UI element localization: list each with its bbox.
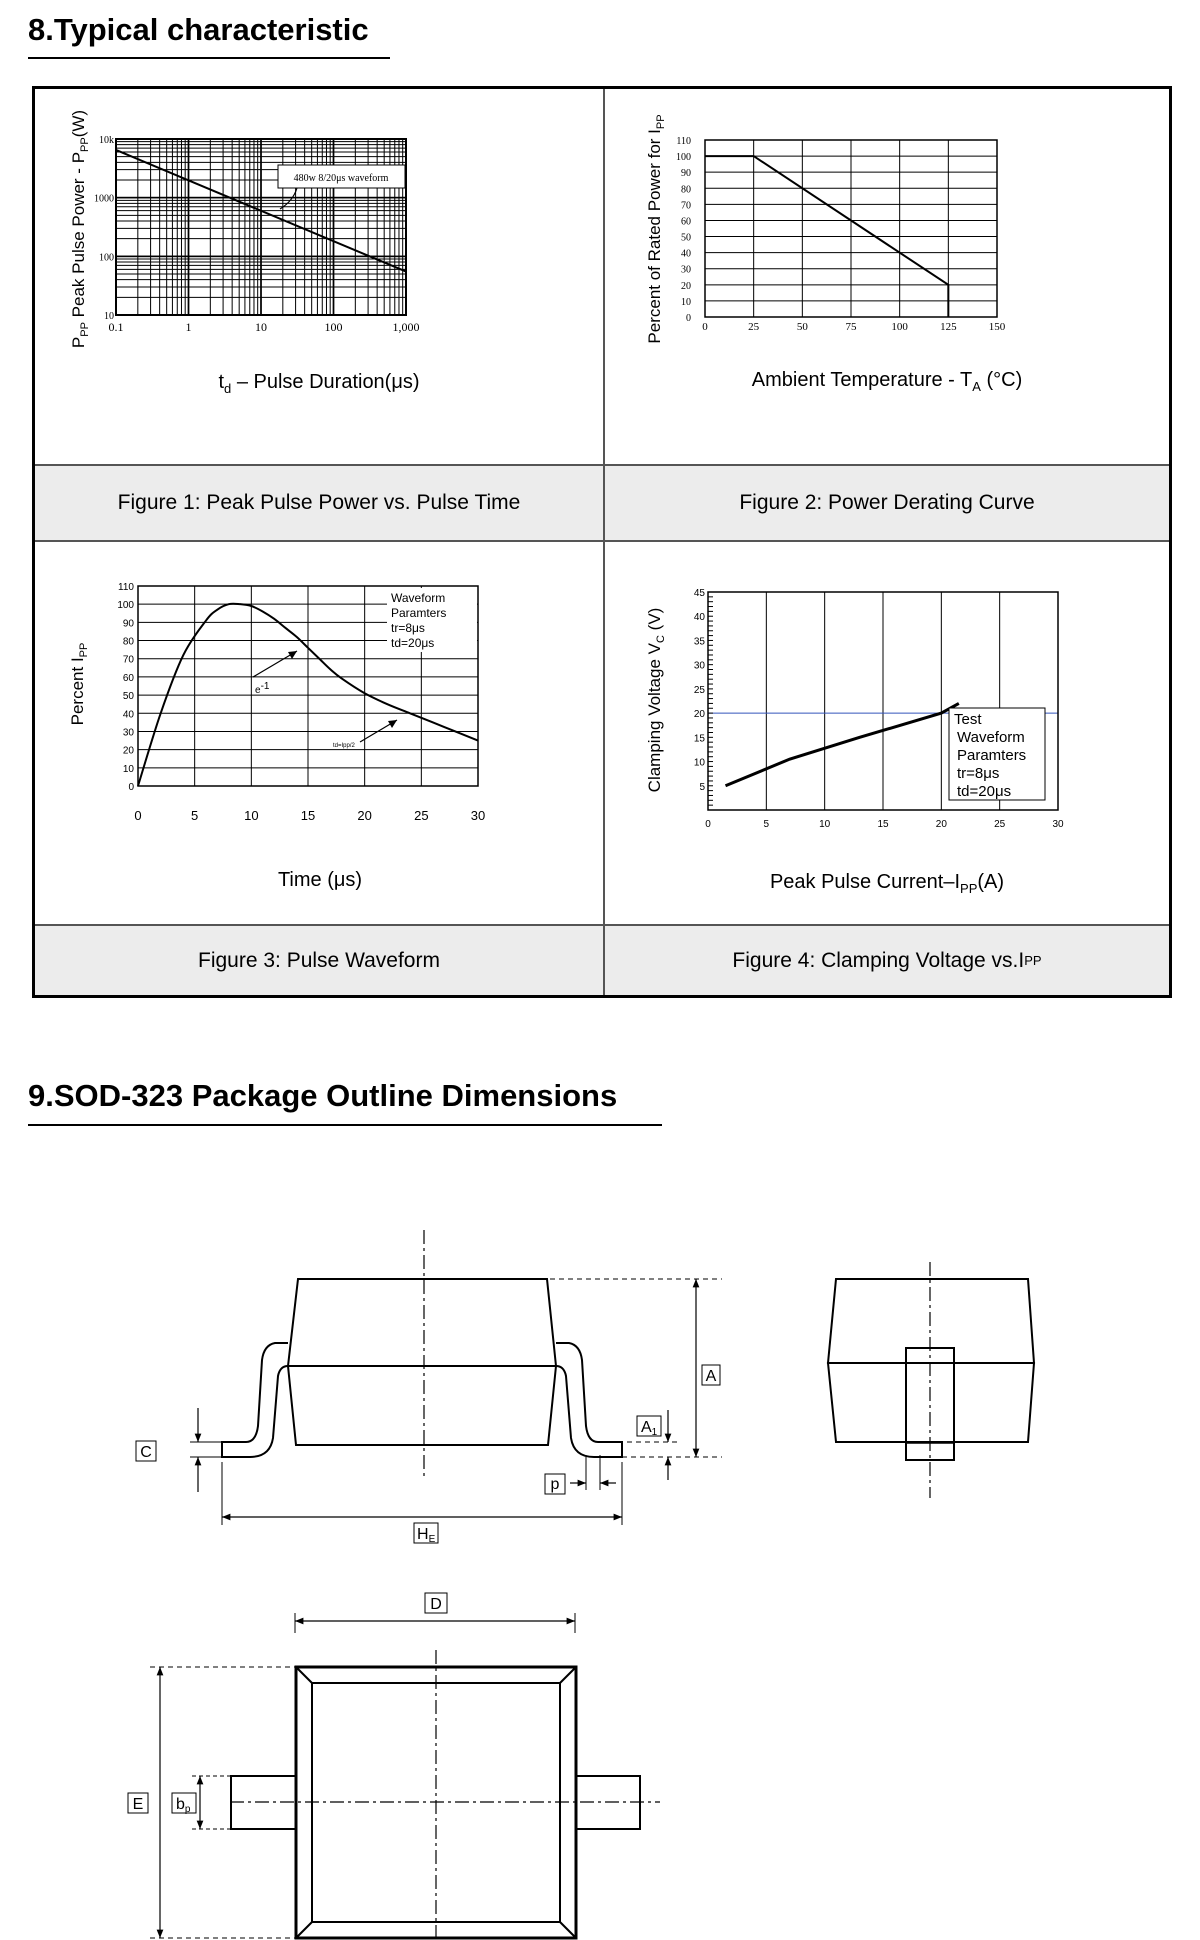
figure-3-y-tick: 40 <box>122 709 134 721</box>
figure-3-annotation-line: Waveform <box>391 591 446 605</box>
figure-4-caption-main: Figure 4: Clamping Voltage vs.I <box>732 948 1025 972</box>
figure-2-y-tick: 40 <box>681 248 691 260</box>
figure-4-y-tick: 5 <box>699 781 705 793</box>
figure-2-grid <box>705 140 997 317</box>
figure-1-x-tick: 10 <box>255 320 267 334</box>
end-view <box>828 1279 1034 1460</box>
figure-3-chart <box>35 542 603 924</box>
figure-4-annotation-line: Waveform <box>957 729 1025 746</box>
figure-4-y-tick: 20 <box>693 709 705 721</box>
figure-2-y-tick: 20 <box>681 280 691 292</box>
figure-2-x-tick: 75 <box>845 321 857 333</box>
figure-3-panel <box>35 540 603 924</box>
figure-2-y-tick: 60 <box>681 216 691 228</box>
figure-2-caption: Figure 2: Power Derating Curve <box>605 464 1169 540</box>
figure-3-x-tick: 30 <box>470 808 486 823</box>
figure-4-y-tick: 25 <box>693 684 705 696</box>
figure-3-y-label: Percent $I_{PP}$ <box>68 642 90 726</box>
figure-3-x-label: Time (μs) <box>277 869 363 891</box>
figure-4-y-tick: 15 <box>693 733 705 745</box>
figure-2-panel <box>605 89 1169 464</box>
figure-4-caption <box>605 924 1169 995</box>
side-view-left-lead <box>222 1343 288 1457</box>
figure-1-x-label: $t_d$ – Pulse Duration(μs) <box>218 371 420 396</box>
figure-3-y-tick: 20 <box>122 745 134 757</box>
figure-2-x-tick: 25 <box>748 321 760 333</box>
figure-4-y-tick: 35 <box>693 636 705 648</box>
figure-2-y-tick: 110 <box>676 136 691 147</box>
figure-2-y-tick: 100 <box>676 152 691 164</box>
figure-1-y-tick: 10k <box>99 135 114 146</box>
side-view-body-top <box>288 1279 556 1366</box>
figure-3-td-label: td=Ipp/2 <box>333 743 355 749</box>
figure-3-y-tick: 100 <box>117 600 134 612</box>
figure-2-y-tick: 90 <box>681 168 691 180</box>
section-8-title: 8.Typical characteristic <box>28 12 369 47</box>
figure-1-y-tick: 1000 <box>94 193 114 205</box>
end-view-top <box>828 1279 1034 1363</box>
dim-A1-label: A1 <box>641 1419 658 1438</box>
figure-3-y-tick: 110 <box>118 582 134 593</box>
dim-p-label: p <box>550 1476 560 1493</box>
figure-2-x-tick: 100 <box>891 321 908 333</box>
figures-grid <box>32 86 1172 998</box>
dim-D-label: D <box>430 1596 442 1613</box>
dim-A-label: A <box>705 1368 717 1385</box>
figure-1-panel <box>35 89 603 464</box>
end-view-bottom <box>828 1363 1034 1442</box>
figure-3-annotation-line: Paramters <box>391 606 447 620</box>
figure-3-e-label: e-1 <box>255 681 270 696</box>
figure-2-x-label: Ambient Temperature - $T_A$ (°C) <box>751 369 1023 394</box>
figure-4-x-tick: 5 <box>763 819 770 830</box>
figure-2-chart <box>605 89 1169 464</box>
figure-2-y-label: Percent of Rated Power for $I_{PP}$ <box>645 114 667 344</box>
figure-4-y-tick: 40 <box>693 612 705 624</box>
figure-4-x-tick: 25 <box>994 819 1006 830</box>
figure-3-y-tick: 80 <box>122 636 134 648</box>
figure-2-y-tick: 30 <box>681 264 691 276</box>
figure-3-y-tick: 0 <box>128 782 134 793</box>
figure-2-x-tick: 0 <box>702 321 708 333</box>
figure-2-x-tick: 50 <box>796 321 808 333</box>
figure-4-x-tick: 20 <box>935 819 947 830</box>
figure-1-y-tick: 10 <box>104 311 114 322</box>
figure-3-y-tick: 90 <box>122 618 134 630</box>
dim-E-label: E <box>132 1796 144 1813</box>
dim-C-label: C <box>140 1444 152 1461</box>
figure-4-annotation-line: tr=8μs <box>957 765 1000 782</box>
figure-1-annotation: 480w 8/20μs waveform <box>293 173 389 184</box>
side-view-body-bottom <box>288 1366 556 1445</box>
figure-1-x-tick: 100 <box>324 320 343 334</box>
figure-4-annotation-line: td=20μs <box>957 783 1012 800</box>
dim-HE-label: HE <box>417 1526 436 1545</box>
figure-4-chart <box>605 542 1169 924</box>
figure-3-y-tick: 70 <box>122 654 134 666</box>
figure-4-x-tick: 0 <box>705 819 711 830</box>
figure-3-x-tick: 10 <box>244 808 259 823</box>
figure-1-y-tick: 100 <box>99 252 114 264</box>
figure-4-x-tick: 30 <box>1052 819 1064 830</box>
figure-2-y-tick: 50 <box>681 232 691 244</box>
side-view <box>222 1279 622 1457</box>
package-outline-drawing <box>0 1180 1200 1940</box>
figure-3-y-tick: 30 <box>122 727 134 739</box>
figure-4-series-line <box>726 703 959 785</box>
figure-3-y-tick: 50 <box>122 691 134 703</box>
figure-4-annotation-line: Paramters <box>957 747 1027 764</box>
section-9-underline <box>28 1124 662 1126</box>
figure-1-x-tick: 1 <box>185 320 192 334</box>
figure-3-x-tick: 15 <box>300 808 316 823</box>
figure-2-y-tick: 70 <box>681 200 691 212</box>
figure-4-x-tick: 10 <box>819 819 831 830</box>
figure-3-caption: Figure 3: Pulse Waveform <box>35 924 603 995</box>
figure-2-y-tick: 10 <box>681 296 691 308</box>
figure-4-panel <box>605 540 1169 924</box>
figure-4-annotation-line: Test <box>954 711 982 728</box>
figure-2-y-tick: 0 <box>686 313 691 324</box>
figure-3-x-tick: 0 <box>134 808 142 823</box>
figure-3-x-tick: 25 <box>414 808 429 823</box>
figure-2-x-tick: 150 <box>988 321 1006 333</box>
section-8-underline <box>28 57 390 59</box>
side-view-right-lead <box>556 1343 622 1457</box>
figure-2-x-tick: 125 <box>940 321 957 333</box>
figure-3-x-tick: 20 <box>357 808 372 823</box>
figure-3-annotation-line: tr=8μs <box>391 621 425 635</box>
figure-4-y-tick: 10 <box>693 757 705 769</box>
figure-4-x-label: Peak Pulse Current–$I_{PP}(A)$ <box>769 871 1005 896</box>
figure-3-x-tick: 5 <box>191 808 199 823</box>
figure-3-annotation-line: td=20μs <box>391 636 435 650</box>
figure-2-y-tick: 80 <box>681 184 691 196</box>
figure-1-x-tick: 1,000 <box>392 320 420 334</box>
dim-bp-label: bp <box>176 1796 191 1815</box>
figure-3-y-tick: 10 <box>122 763 134 775</box>
figure-4-y-tick: 30 <box>693 660 705 672</box>
figure-1-y-label: $P_{PP}$ Peak Pulse Power - $P_{PP}(W)$ <box>69 109 91 349</box>
figure-4-caption-sub: PP <box>1024 953 1042 968</box>
figure-1-chart <box>35 89 603 464</box>
figure-1-caption: Figure 1: Peak Pulse Power vs. Pulse Time <box>35 464 603 540</box>
figure-4-x-tick: 15 <box>877 819 889 830</box>
figure-4-y-label: Clamping Voltage $V_C$ (V) <box>645 607 667 793</box>
figure-3-y-tick: 60 <box>122 672 134 684</box>
figure-1-x-tick: 0.1 <box>108 320 124 334</box>
section-9-title: 9.SOD-323 Package Outline Dimensions <box>28 1078 618 1113</box>
figure-4-y-tick: 45 <box>693 588 705 599</box>
